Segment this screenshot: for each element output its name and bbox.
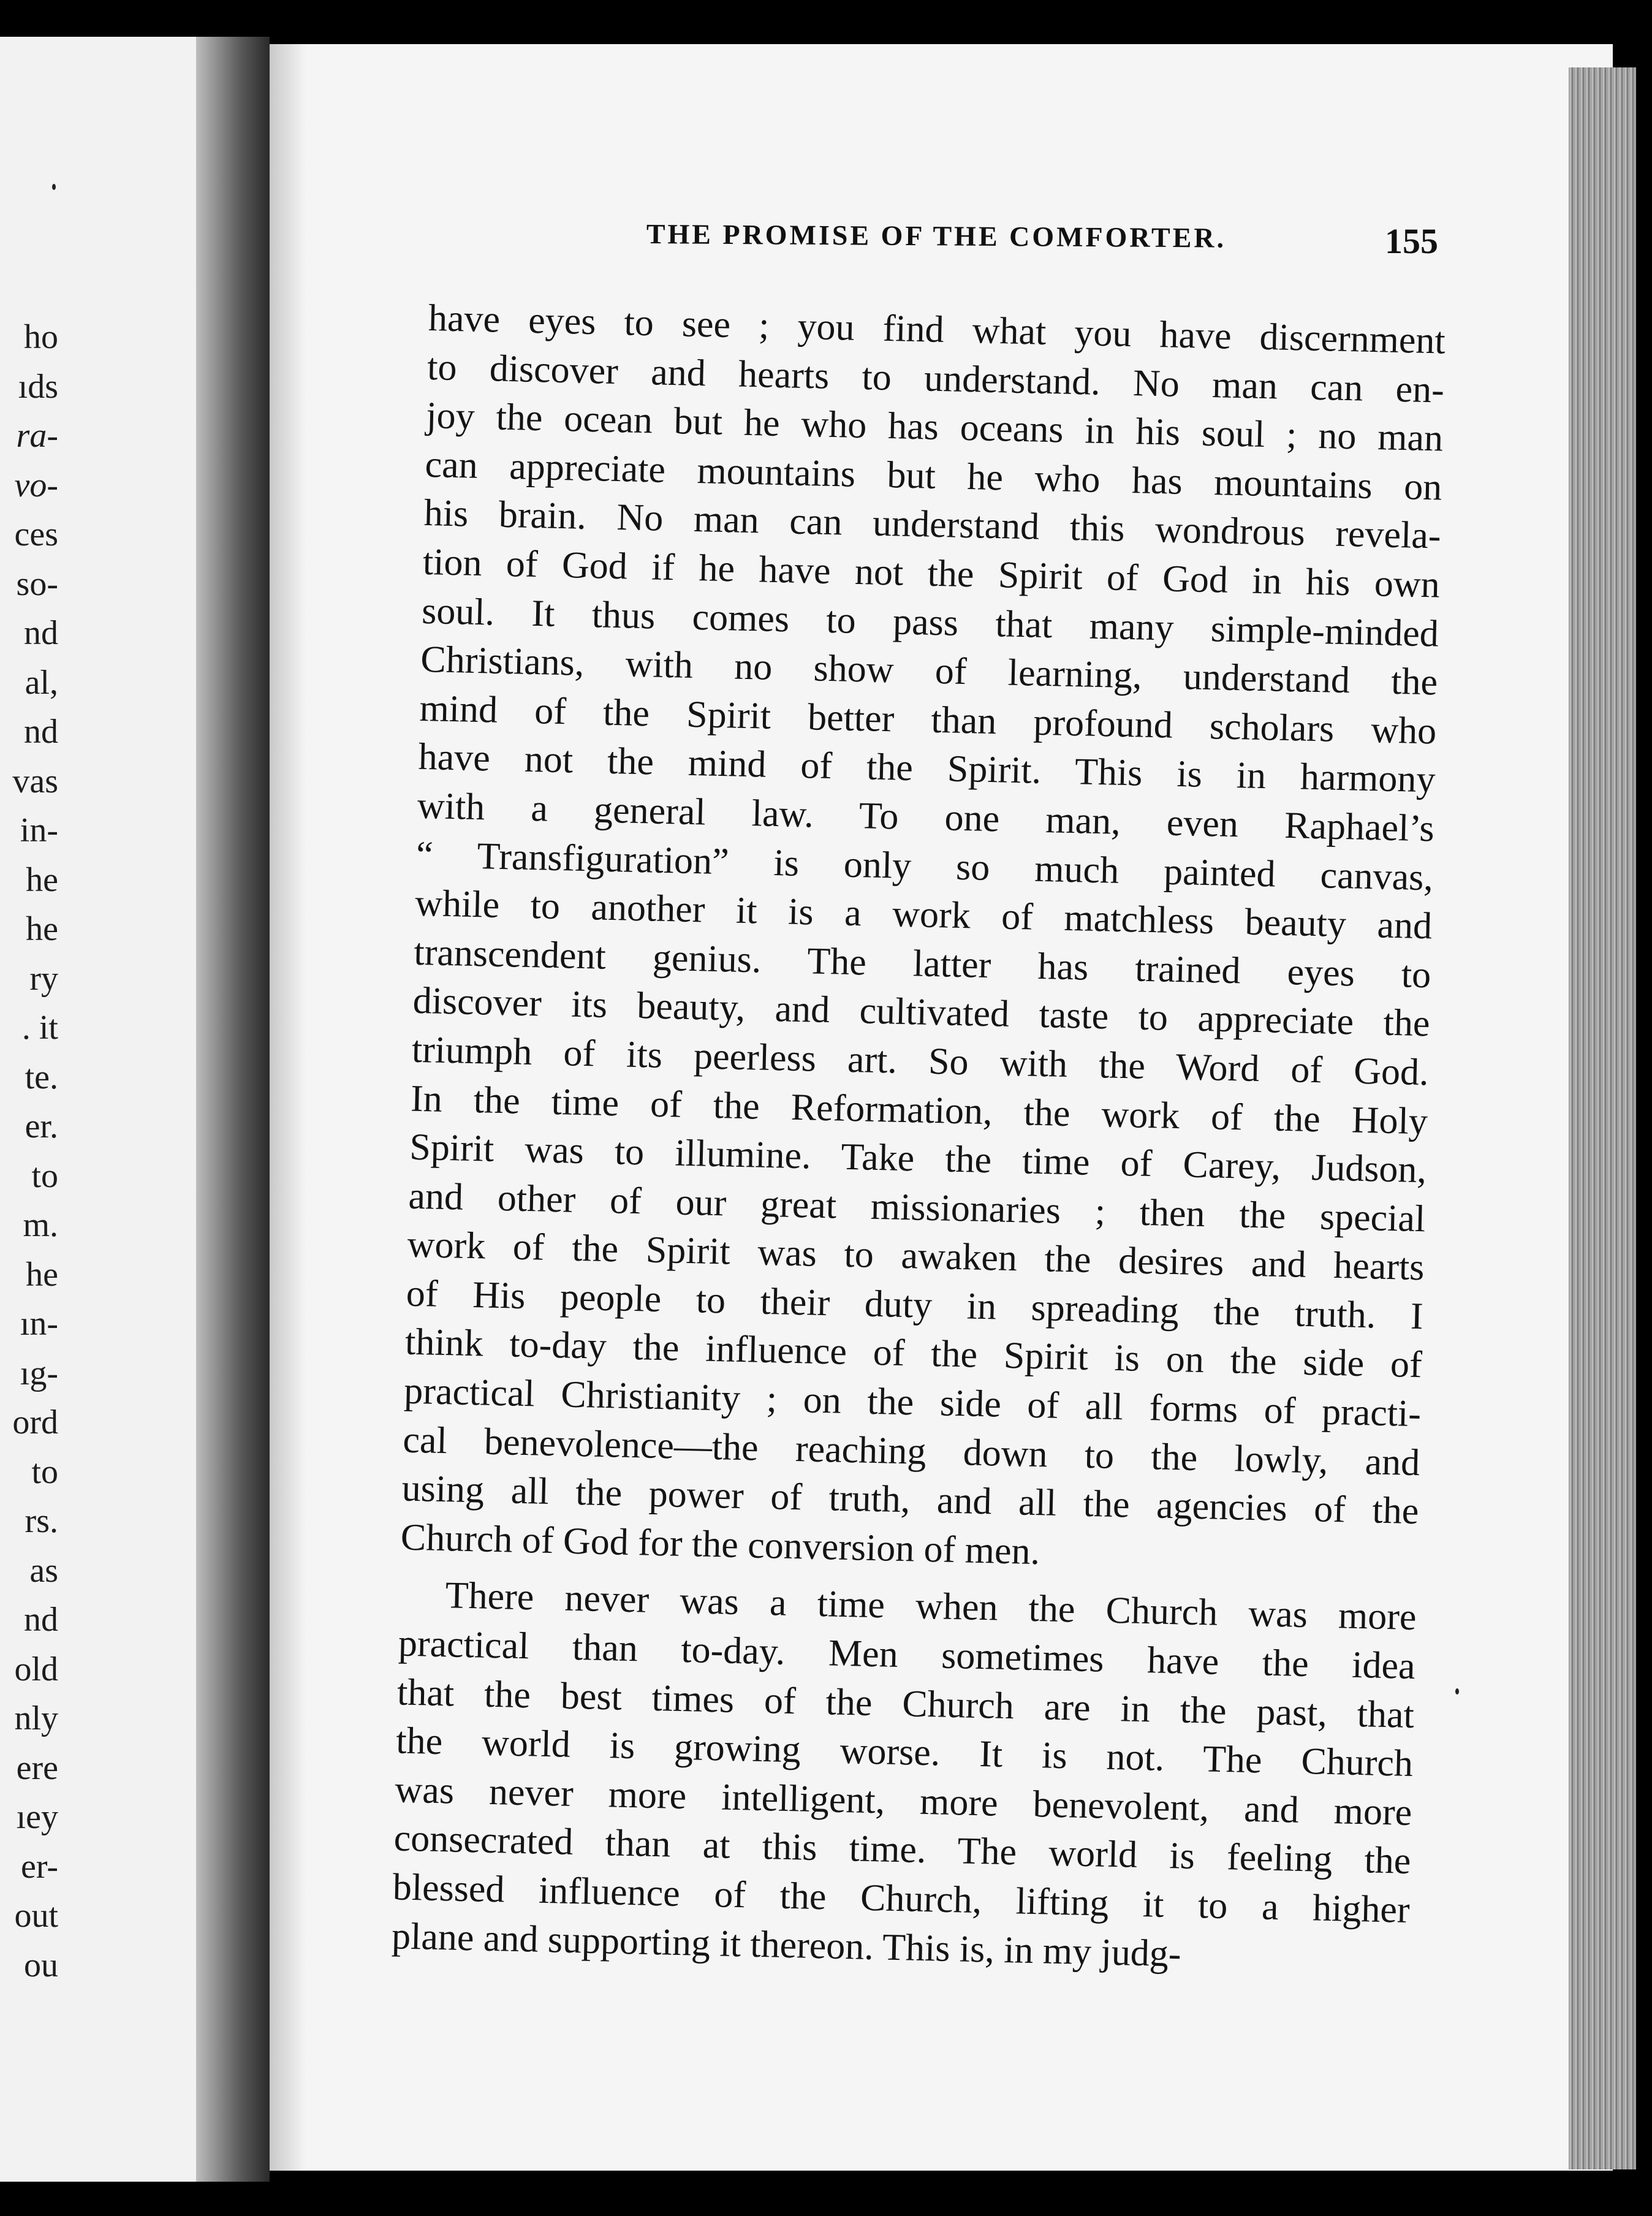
left-page-fragment: ry <box>29 959 58 998</box>
left-page-fragment: he <box>26 1255 58 1294</box>
text-line: In the time of the Reformation, the work of the Holy <box>410 1077 1428 1142</box>
left-page-fragment: ıg- <box>20 1354 58 1392</box>
text-line: while to another it is a work of matchless beauty and <box>414 882 1433 947</box>
left-page-gutter-shadow <box>196 37 270 2182</box>
text-line: Christians, with no show of learning, understand the <box>420 639 1438 704</box>
text-line: triumph of its peerless art. So with the Word of God. <box>411 1028 1430 1094</box>
text-line: have not the mind of the Spirit. This is in harmony <box>418 736 1436 801</box>
text-line: the world is growing worse. It is not. The Church <box>395 1720 1414 1785</box>
text-line: can appreciate mountains but he who has mountains on <box>424 443 1443 509</box>
left-page-fragment: as <box>29 1551 58 1590</box>
left-page-fragment: ın- <box>20 1305 58 1343</box>
running-head: THE PROMISE OF THE COMFORTER. <box>646 218 1227 254</box>
text-line: discover its beauty, and cultivated taste to appreciate the <box>412 980 1431 1045</box>
scan-speck <box>52 184 56 190</box>
text-line: consecrated than at this time. The world is feeling the <box>393 1817 1412 1883</box>
text-line: soul. It thus comes to pass that many simple-minded <box>421 590 1439 655</box>
left-page-fragment: ere <box>16 1748 58 1787</box>
left-page-fragment: nd <box>24 1601 58 1639</box>
text-line: tion of God if he have not the Spirit of God in his own <box>422 541 1441 606</box>
text-line: cal benevolence—the reaching down to the lowly, and <box>402 1419 1420 1484</box>
left-page-fragment: . it <box>21 1009 58 1047</box>
text-line: plane and supporting it thereon. This is, in my judg- <box>391 1914 1182 1975</box>
text-line: have eyes to see ; you find what you have discernment <box>428 297 1446 362</box>
left-page-fragment: ou <box>24 1946 58 1984</box>
left-page-fragment: vas <box>12 762 58 800</box>
text-line: was never more intelligent, more benevolent, and more <box>394 1769 1412 1834</box>
text-line: to discover and hearts to understand. No man can en- <box>426 346 1445 411</box>
left-page-fragment: old <box>14 1650 58 1688</box>
text-line: blessed influence of the Church, lifting it to a higher <box>392 1866 1411 1931</box>
left-page-fragment: rs. <box>25 1502 58 1540</box>
left-page-fragment: ho <box>24 318 58 356</box>
left-page-fragment: er- <box>20 1847 58 1886</box>
text-line: that the best times of the Church are in the past, that <box>396 1671 1415 1736</box>
left-page-fragment: te. <box>25 1058 58 1096</box>
paragraph-1 <box>400 294 1446 1585</box>
text-line: practical Christianity ; on the side of all forms of practi- <box>403 1370 1422 1435</box>
left-page-fragment: out <box>14 1897 58 1935</box>
text-line: practical than to-day. Men sometimes have the idea <box>398 1622 1416 1688</box>
spine-shadow <box>270 44 306 2171</box>
left-page-fragment: he <box>26 910 58 948</box>
text-line: his brain. No man can understand this wondrous revela- <box>423 492 1442 557</box>
text-line: Church of God for the conversion of men. <box>400 1516 1040 1573</box>
scan-speck <box>1455 1688 1459 1694</box>
left-page-fragment: nd <box>24 614 58 652</box>
text-line: of His people to their duty in spreading the truth. I <box>406 1272 1424 1338</box>
left-page-fragment: ces <box>14 515 58 553</box>
body-text <box>391 294 1446 1984</box>
left-page-fragment: vo- <box>14 466 58 504</box>
left-page-fragment: in- <box>20 811 58 849</box>
left-page-fragment: al, <box>25 663 58 702</box>
page-edges <box>1569 67 1636 2169</box>
left-page-fragment: so- <box>16 564 58 603</box>
text-line: Spirit was to illumine. Take the time of Carey, Judson, <box>409 1126 1427 1191</box>
left-page-fragment: ıds <box>18 367 58 406</box>
left-page-fragment: ıey <box>16 1798 58 1836</box>
left-page-fragment: ord <box>12 1403 58 1441</box>
left-page-fragment: nly <box>14 1699 58 1737</box>
text-line: joy the ocean but he who has oceans in his soul ; no man <box>425 395 1444 460</box>
left-page-fragment: to <box>31 1156 58 1195</box>
text-line: work of the Spirit was to awaken the desires and hearts <box>407 1223 1425 1289</box>
text-line: mind of the Spirit better than profound scholars who <box>419 687 1438 753</box>
text-line: with a general law. To one man, even Raphael’s <box>417 784 1435 850</box>
paragraph-2 <box>391 1571 1417 1984</box>
left-page-text-fragments <box>0 313 58 1990</box>
left-page-fragment: to <box>31 1452 58 1491</box>
left-page-fragment: er. <box>25 1107 58 1145</box>
left-page-fragment: m. <box>23 1206 58 1244</box>
text-line: transcendent genius. The latter has trained eyes to <box>413 931 1431 996</box>
text-line: and other of our great missionaries ; then the special <box>407 1175 1426 1240</box>
text-line: think to-day the influence of the Spirit is on the side of <box>404 1321 1423 1386</box>
text-line: There never was a time when the Church was more <box>445 1574 1417 1639</box>
text-line: using all the power of truth, and all the agencies of the <box>401 1467 1420 1533</box>
left-page-fragment: ra- <box>16 417 58 455</box>
left-page-fragment: he <box>26 860 58 899</box>
text-line: “ Transfiguration” is only so much painted canvas, <box>415 833 1434 898</box>
page-number: 155 <box>1385 221 1438 261</box>
left-page-fragment: nd <box>24 713 58 751</box>
